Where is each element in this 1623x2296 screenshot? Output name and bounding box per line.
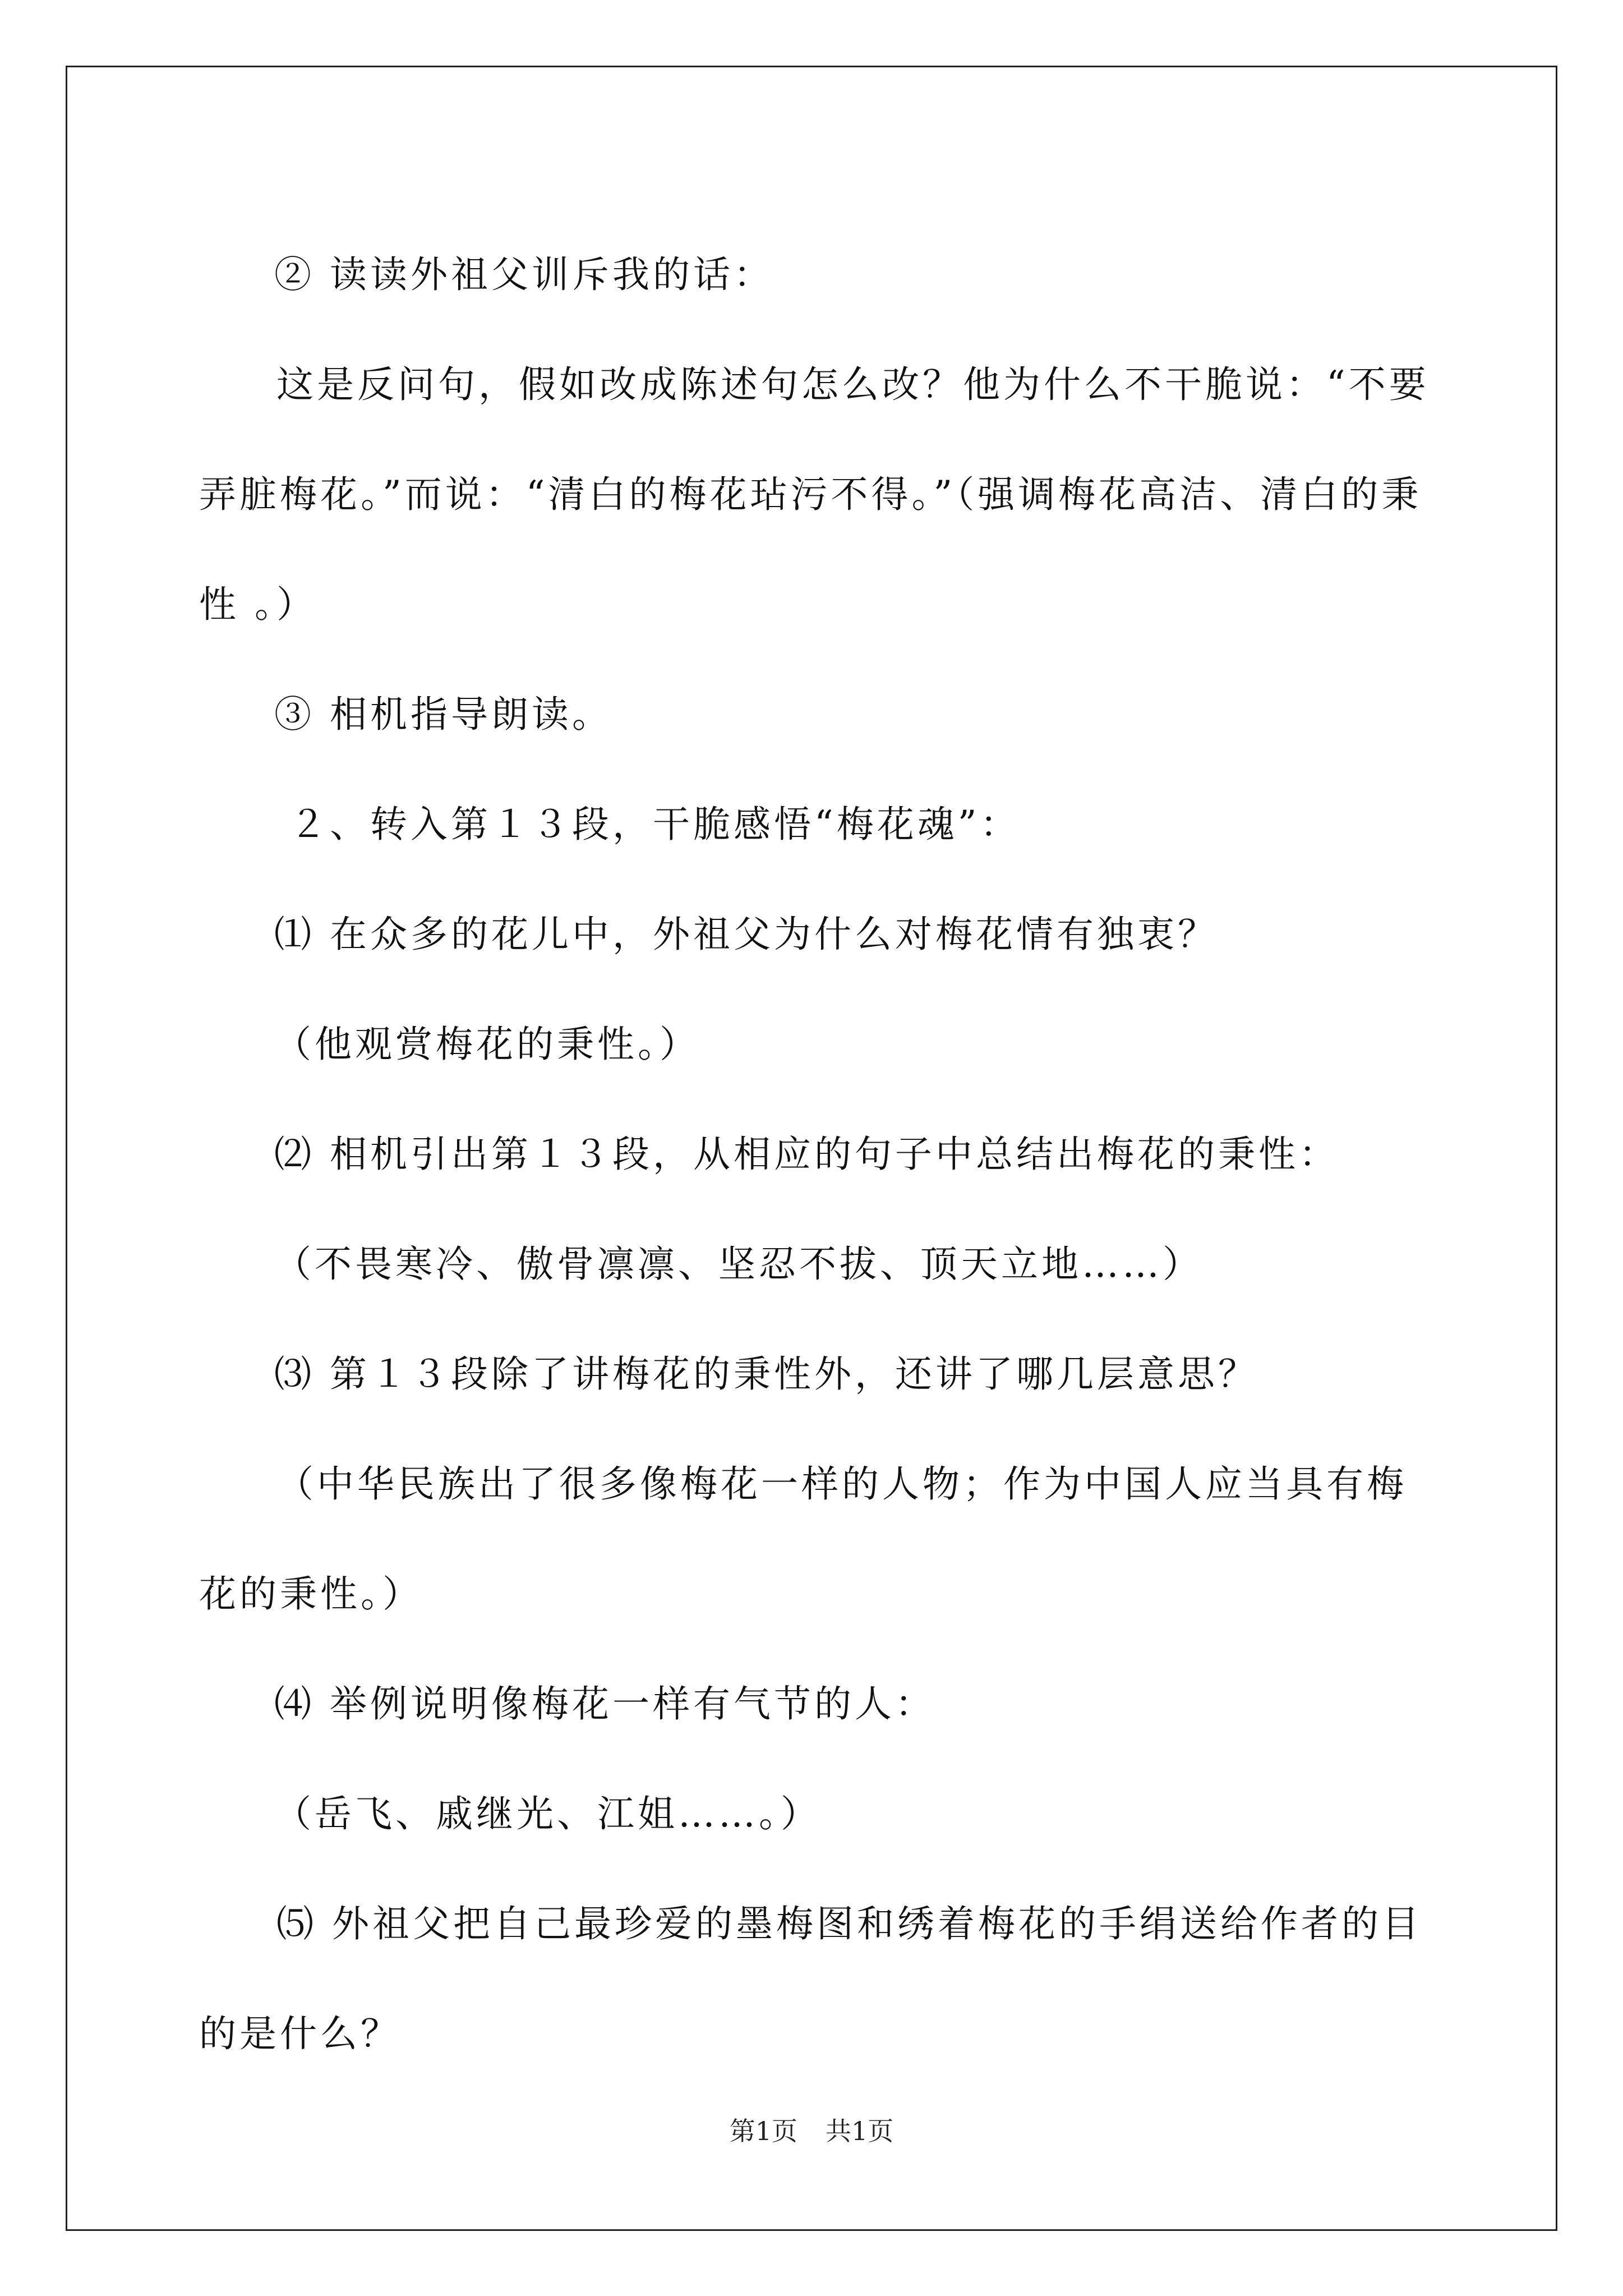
paragraph-7: ⑵ 相机引出第１３段，从相应的句子中总结出梅花的秉性： [274, 1133, 1339, 1176]
paragraph-2: 这是反问句，假如改成陈述句怎么改？他为什么不干脆说：“不要弄脏梅花。”而说：“清白的梅花玷污不得。”（强调梅花高洁、清白的秉性 。） [199, 363, 1430, 626]
paragraph-11: ⑷ 举例说明像梅花一样有气节的人： [274, 1682, 935, 1726]
paragraph-4: ２、转入第１３段，干脆感悟“梅花魂”： [274, 803, 1021, 846]
paragraph-13: ⑸ 外祖父把自己最珍爱的墨梅图和绣着梅花的手绢送给作者的目的是什么？ [199, 1902, 1422, 2055]
document-body [199, 220, 1433, 2089]
paragraph-9: ⑶ 第１３段除了讲梅花的秉性外，还讲了哪几层意思？ [274, 1352, 1258, 1396]
paragraph-8: （不畏寒冷、傲骨凛凛、坚忍不拔、顶天立地……） [274, 1243, 1203, 1286]
paragraph-12: （岳飞、戚继光、江姐……。） [274, 1792, 821, 1835]
paragraph-5: ⑴ 在众多的花儿中，外祖父为什么对梅花情有独衷？ [274, 913, 1218, 956]
page-footer [0, 2111, 1623, 2148]
page-number: 第1页 [729, 2116, 797, 2146]
paragraph-3: ③ 相机指导朗读。 [274, 693, 612, 736]
paragraph-6: （他观赏梅花的秉性。） [274, 1023, 700, 1066]
paragraph-1: ② 读读外祖父训斥我的话： [274, 253, 774, 296]
paragraph-10: （中华民族出了很多像梅花一样的人物；作为中国人应当具有梅花的秉性。） [199, 1462, 1407, 1616]
page-total: 共1页 [826, 2116, 894, 2146]
